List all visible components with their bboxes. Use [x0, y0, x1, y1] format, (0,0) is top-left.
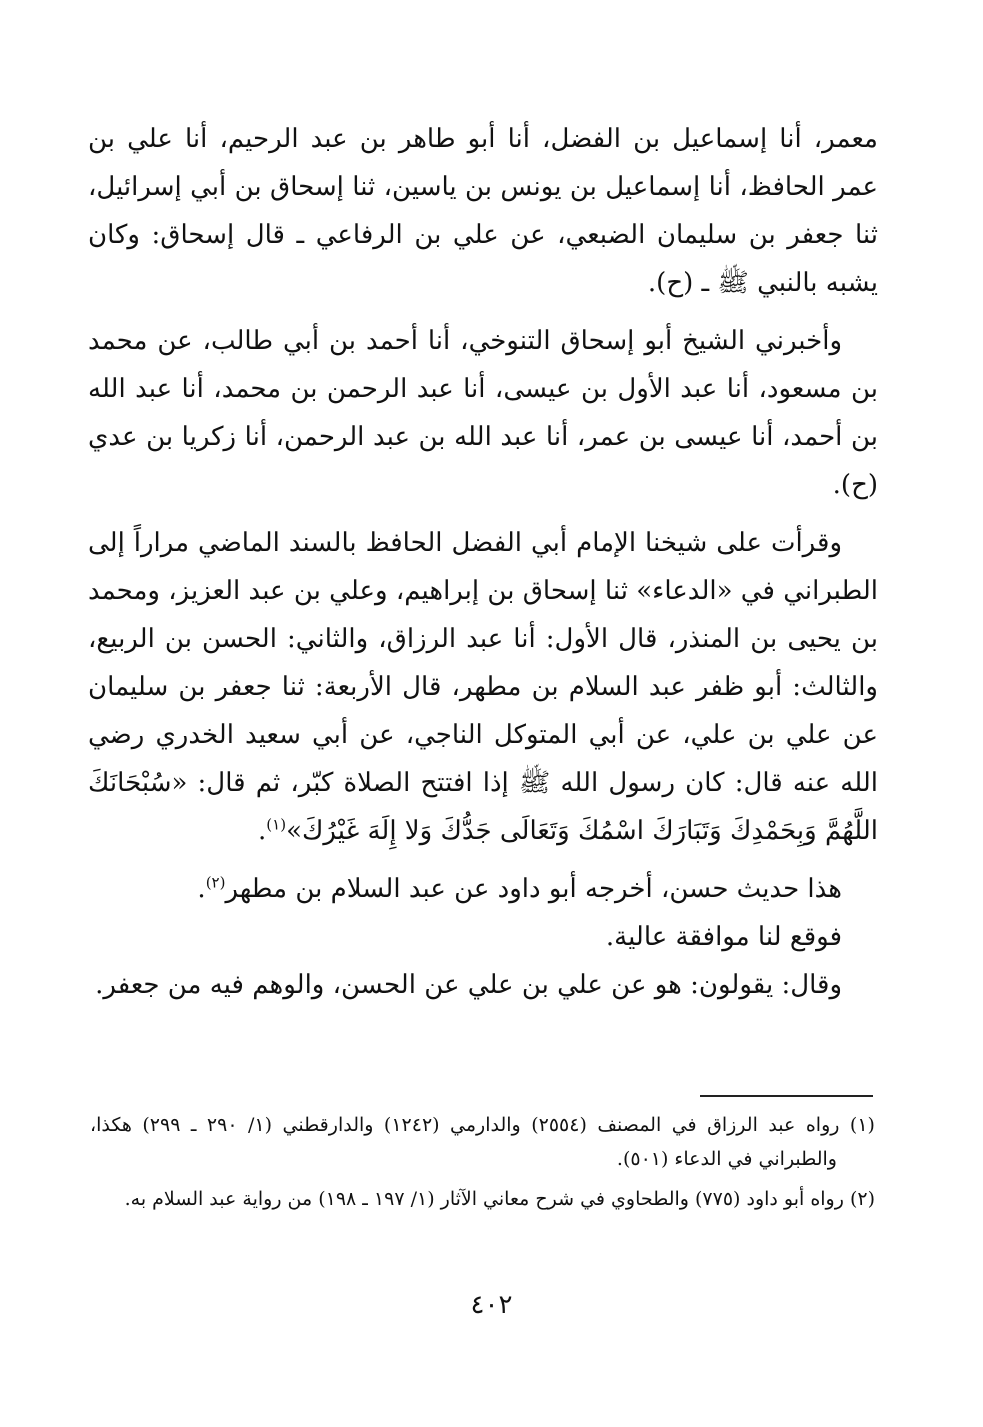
- footnote-1: (١) رواه عبد الرزاق في المصنف (٢٥٥٤) والدارمي (١٢٤٢) والدارقطني (١/ ٢٩٠ ـ ٢٩٩) هكذا، والطبراني في الدعاء (٥٠١).: [90, 1114, 875, 1170]
- footnotes: [90, 1108, 875, 1222]
- paragraph-3-text: وقرأت على شيخنا الإمام أبي الفضل الحافظ بالسند الماضي مراراً إلى الطبراني في «الدعاء» ثنا إسحاق بن إبراهيم، وعلي بن عبد العزيز، ومحمد بن يحيى بن المنذر، قال الأول: أنا عبد الرزاق، والثاني: الحسن بن الربيع، والثالث: أبو ظفر عبد السلام بن مطهر، قال الأربعة: ثنا جعفر بن سليمان عن علي بن علي، عن أبي المتوكل الناجي، عن أبي سعيد الخدري رضي الله عنه قال: كان رسول الله ﷺ إذا افتتح الصلاة كبّر، ثم قال: «سُبْحَانَكَ اللَّهُمَّ وَبِحَمْدِكَ وَتَبَارَكَ اسْمُكَ وَتَعَالَى جَدُّكَ وَلا إِلَهَ غَيْرُكَ»: [88, 528, 878, 846]
- paragraph-4-text: هذا حديث حسن، أخرجه أبو داود عن عبد السلام بن مطهر: [225, 874, 842, 904]
- paragraph-2: وأخبرني الشيخ أبو إسحاق التنوخي، أنا أحمد بن أبي طالب، عن محمد بن مسعود، أنا عبد الأول بن عيسى، أنا عبد الرحمن بن محمد، أنا عبد الله بن أحمد، أنا عيسى بن عمر، أنا عبد الله بن عبد الرحمن، أنا زكريا بن عدي (ح).: [88, 326, 878, 500]
- paragraph-3: [88, 519, 878, 855]
- page-number: ٤٠٢: [470, 1290, 513, 1320]
- main-text: [88, 115, 878, 1019]
- footnote-2: (٢) رواه أبو داود (٧٧٥) والطحاوي في شرح معاني الآثار (١/ ١٩٧ ـ ١٩٨) من رواية عبد السلام به.: [124, 1188, 875, 1210]
- paragraph-4-end: .: [197, 874, 206, 904]
- footnote-ref-1: (١): [266, 815, 287, 834]
- paragraph-6: وقال: يقولون: هو عن علي بن علي عن الحسن، والوهم فيه من جعفر.: [95, 970, 842, 1000]
- paragraph-5: فوقع لنا موافقة عالية.: [605, 922, 842, 952]
- paragraph-4: [88, 865, 878, 913]
- footnote-divider: [700, 1095, 873, 1097]
- paragraph-1: معمر، أنا إسماعيل بن الفضل، أنا أبو طاهر بن عبد الرحيم، أنا علي بن عمر الحافظ، أنا إسماعيل بن يونس بن ياسين، ثنا إسحاق بن أبي إسرائيل، ثنا جعفر بن سليمان الضبعي، عن علي بن الرفاعي ـ قال إسحاق: وكان يشبه بالنبي ﷺ ـ (ح).: [88, 124, 878, 298]
- footnote-ref-2: (٢): [205, 873, 226, 892]
- paragraph-3-end: .: [258, 816, 267, 846]
